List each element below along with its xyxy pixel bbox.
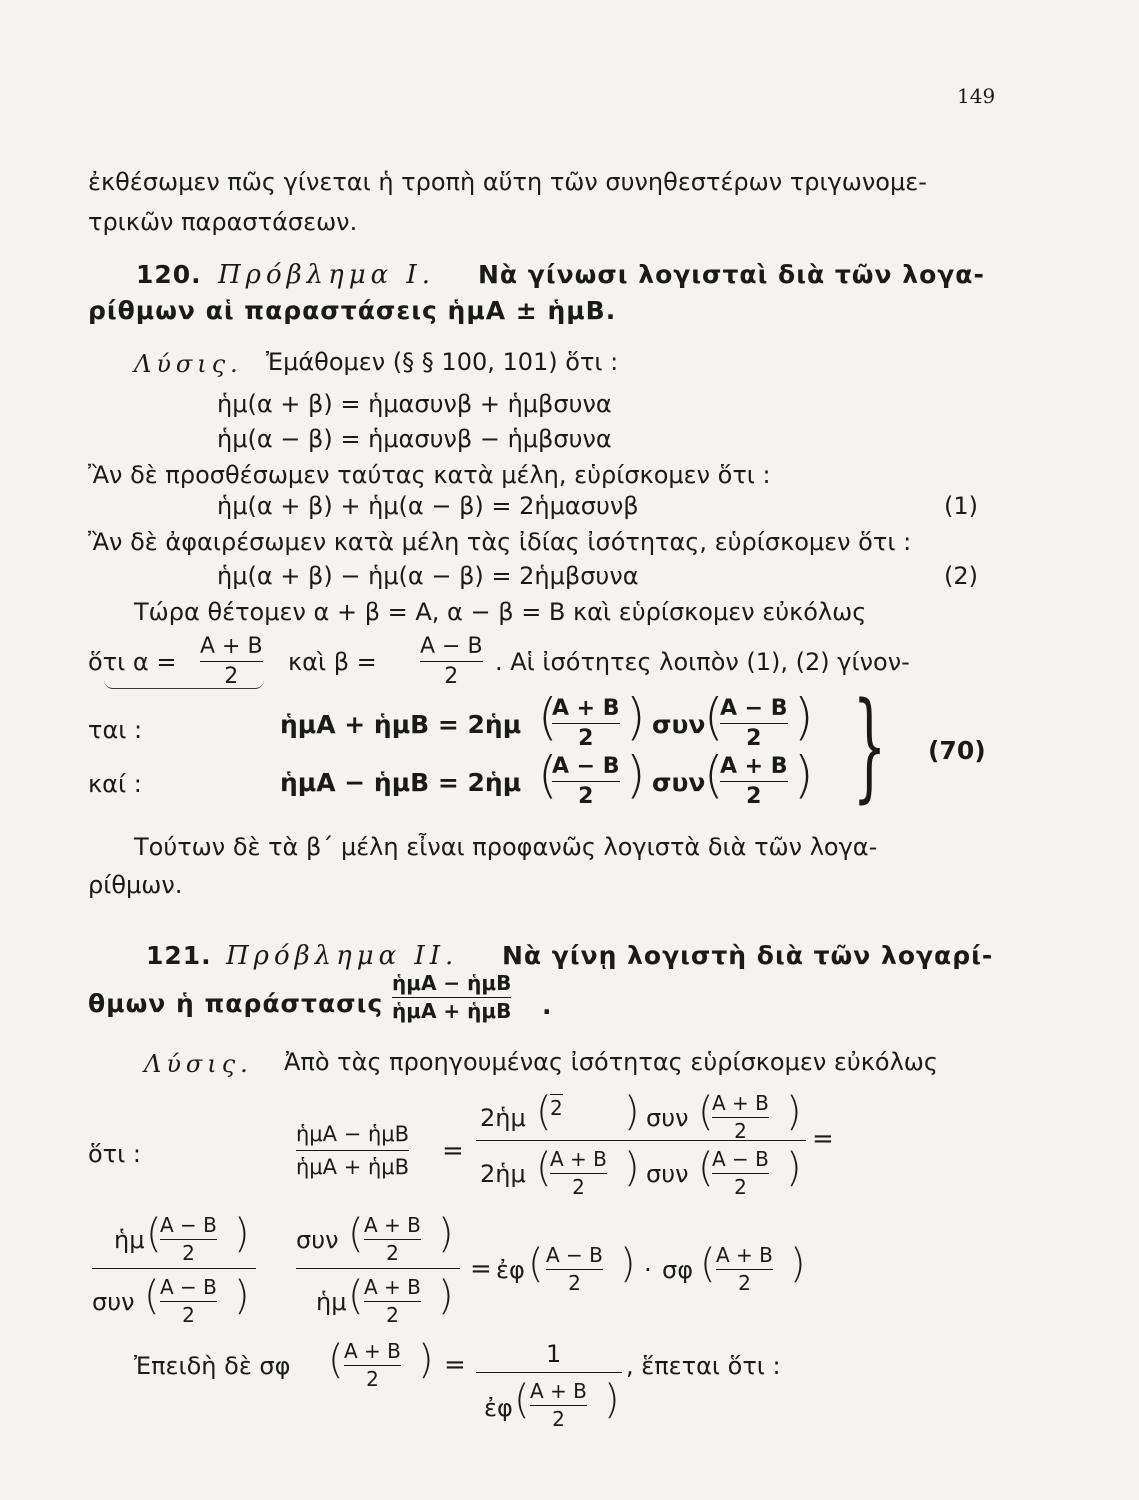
fraction-numerator: Α + Β [344,1339,401,1363]
page-number: 149 [957,84,996,108]
since-cotangent: Ἐπειδὴ δὲ σφ [134,1352,291,1380]
fraction-denominator: 2 [572,1175,585,1199]
cos-label: συν [646,1104,689,1132]
fraction-numerator: Α + Β [364,1275,421,1299]
problem-120-number: 120. [136,260,202,289]
cos-label: συν [646,1160,689,1188]
paren-close: ) [786,1145,802,1191]
fraction-denominator: 2 [568,1271,581,1295]
fraction-numerator: Α − Β [720,696,788,721]
numerator-one: 1 [546,1340,562,1368]
problem-121-number: 121. [146,941,212,970]
fraction-numerator: Α + Β [364,1213,421,1237]
solution-120-line-7: ρίθμων. [88,871,183,899]
fraction-a-plus-b-half [550,1148,607,1199]
cos-label: συν [296,1226,339,1254]
paren-close: ) [624,1089,640,1135]
fraction-numerator: Α + Β [716,1243,773,1267]
fraction-numerator: Α + Β [530,1379,587,1403]
fraction-numerator: Α + Β [552,696,620,721]
fraction-denominator: 2 [182,1241,195,1265]
solution-120-line-4: Τώρα θέτομεν α + β = Α, α − β = Β καὶ εὑρίσκομεν εὐκόλως [134,598,867,626]
fraction-denominator: 2 [182,1303,195,1327]
problem-121-heading: Πρόβλημα ΙΙ. [226,941,459,971]
fraction-denominator: ἡμΑ + ἡμΒ [296,1155,410,1180]
solution-120-line-5b: καὶ β = [288,648,377,676]
formula-70-row-2-left: ἡμΑ − ἡμΒ = 2ἡμ [280,768,522,797]
problem-121-text-2: θμων ἡ παράστασις [88,989,384,1018]
paren-open: ( [146,1211,162,1257]
fraction-a-minus-b-half [712,1148,769,1199]
problem-121-fraction [392,972,511,1023]
solution-120-line-5c: . Αἱ ἰσότητες λοιπὸν (1), (2) γίνον- [495,648,910,676]
paren-close: ) [620,1241,636,1287]
intro-line-1: ἐκθέσωμεν πῶς γίνεται ἡ τροπὴ αὕτη τῶν συνηθεστέρων τριγωνομε- [88,168,927,196]
fraction-numerator: Α + Β [550,1147,607,1171]
problem-121-text-1: Νὰ γίνῃ λογιστὴ διὰ τῶν λογαρί- [502,941,994,970]
paren-close: ) [604,1377,620,1423]
fraction-numerator: Α − Β [160,1213,217,1237]
paren-open: ( [144,1273,160,1319]
paren-open: ( [328,1337,344,1383]
fraction-denominator: 2 [746,784,762,810]
fraction-denominator: 2 [734,1175,747,1199]
fraction-bar [296,1268,460,1269]
paren-open: ( [698,1145,714,1191]
cos-label: συν [652,768,706,797]
fraction-numerator: Α − Β [160,1275,217,1299]
fraction-numerator: Α − Β [546,1243,603,1267]
fraction-numerator: ἡμΑ − ἡμΒ [392,971,512,995]
double-sine: 2ἡμ [480,1104,526,1132]
fraction-bar [92,1268,256,1269]
equals-sign: = [444,1350,466,1380]
fraction-denominator: 2 [444,664,459,690]
fraction-numerator: Α − Β [552,754,620,779]
fraction-bar [476,1372,622,1373]
right-brace: } [852,676,887,814]
intro-line-2: τρικῶν παραστάσεων. [88,208,358,236]
fraction-a-minus-b-half [160,1214,217,1265]
cos-label: συν [652,710,706,739]
paren-open: ( [538,688,558,746]
equals-sign: = [470,1254,492,1284]
fraction-denominator: 2 [550,1096,563,1120]
fraction-denominator: 2 [746,726,762,752]
paren-close: ) [626,688,646,746]
equals-sign: = [442,1136,464,1166]
sine-label: ἡμ [316,1288,347,1316]
ratio-fraction [296,1122,409,1179]
cotangent-label: σφ [662,1256,694,1284]
paren-open: ( [698,1089,714,1135]
solution-120-line-2: Ἂν δὲ προσθέσωμεν ταύτας κατὰ μέλη, εὑρίσκομεν ὅτι : [88,461,771,489]
fraction-a-minus-b-half [720,696,788,752]
fraction-denominator: 2 [552,1407,565,1431]
fraction-numerator: Α − Β [712,1147,769,1171]
paren-close: ) [418,1337,434,1383]
solution-120-label: Λύσις. [134,350,243,378]
fraction-numerator: ἡμΑ − ἡμΒ [296,1122,410,1146]
fraction-a-plus-b-half [344,1340,401,1391]
paren-open: ( [704,688,724,746]
label-kai: καί : [88,770,142,798]
paren-close: ) [794,688,814,746]
fraction-denominator: 2 [224,664,239,690]
paren-close: ) [438,1273,454,1319]
formula-70-row-1-left: ἡμΑ + ἡμΒ = 2ἡμ [280,710,522,739]
fraction-denominator: 2 [738,1271,751,1295]
paren-close: ) [234,1273,250,1319]
fraction-a-plus-b-half [364,1214,421,1265]
fraction-numerator: Α + Β [200,634,263,659]
paren-open: ( [514,1377,530,1423]
equation-1: ἡμ(α + β) + ἡμ(α − β) = 2ἡμασυνβ [217,492,639,520]
equation-2: ἡμ(α + β) − ἡμ(α − β) = 2ἡμβσυνα [217,562,639,590]
paren-close: ) [624,1145,640,1191]
fraction-numerator: Α + Β [712,1091,769,1115]
fraction-a-minus-b-half [546,1244,603,1295]
equals-sign: = [812,1124,834,1154]
fraction-denominator: ἡμΑ + ἡμΒ [392,999,512,1023]
paren-open: ( [348,1273,364,1319]
fraction-a-minus-b-half [550,1092,563,1120]
tangent-label: ἐφ [484,1394,513,1422]
fraction-a-plus-b-half [712,1092,769,1143]
problem-120-text-1: Νὰ γίνωσι λογισταὶ διὰ τῶν λογα- [478,260,985,289]
paren-open: ( [536,1145,552,1191]
fraction-numerator: Α + Β [720,754,788,779]
paren-open: ( [536,1089,552,1135]
solution-120-line-5a: ὅτι α = [88,648,177,676]
paren-open: ( [528,1241,544,1287]
solution-121-label: Λύσις. [144,1050,253,1078]
solution-120-line-6: Τούτων δὲ τὰ β΄ μέλη εἶναι προφανῶς λογιστὰ διὰ τῶν λογα- [134,833,878,861]
equation-sum-sine: ἡμ(α + β) = ἡμασυνβ + ἡμβσυνα [217,390,612,418]
paren-close: ) [234,1211,250,1257]
cos-label: συν [92,1288,135,1316]
fraction-denominator: 2 [366,1367,379,1391]
problem-120-text-2: ρίθμων αἱ παραστάσεις ἡμΑ ± ἡμΒ. [88,296,617,325]
equation-1-number: (1) [944,492,978,520]
paren-open: ( [348,1211,364,1257]
paren-open: ( [538,746,558,804]
paren-close: ) [438,1211,454,1257]
equation-2-number: (2) [944,562,978,590]
fraction-a-minus-b-half [552,754,620,810]
paren-close: ) [786,1089,802,1135]
fraction-bar [476,1140,806,1141]
formula-70-number: (70) [928,736,986,765]
paren-open: ( [704,746,724,804]
fraction-a-plus-b-half [530,1380,587,1431]
pencil-underline [104,680,264,689]
equation-diff-sine: ἡμ(α − β) = ἡμασυνβ − ἡμβσυνα [217,425,612,453]
tangent-label: ἐφ [496,1256,525,1284]
double-sine: 2ἡμ [480,1160,526,1188]
dot-operator: · [644,1256,652,1284]
fraction-numerator: Α − Β [420,634,483,659]
solution-121-oti: ὅτι : [88,1140,141,1168]
paren-open: ( [700,1241,716,1287]
label-tai: ται : [88,716,143,744]
fraction-denominator: 2 [578,784,594,810]
problem-121-period: . [542,991,552,1020]
fraction-denominator: 2 [386,1303,399,1327]
solution-121-line-1: Ἀπὸ τὰς προηγουμένας ἰσότητας εὑρίσκομεν εὐκόλως [284,1048,938,1076]
solution-120-line-3: Ἂν δὲ ἀφαιρέσωμεν κατὰ μέλη τὰς ἰδίας ἰσότητας, εὑρίσκομεν ὅτι : [88,528,912,556]
fraction-a-plus-b-half [552,696,620,752]
fraction-a-plus-b-half [716,1244,773,1295]
problem-120-heading: Πρόβλημα Ι. [218,260,435,290]
fraction-denominator: 2 [734,1119,747,1143]
fraction-a-minus-b-half [160,1276,217,1327]
solution-120-line-1: Ἐμάθομεν (§ § 100, 101) ὅτι : [266,348,619,376]
fraction-denominator: 2 [386,1241,399,1265]
paren-close: ) [626,746,646,804]
sine-label: ἡμ [114,1226,145,1254]
fraction-a-plus-b-half [364,1276,421,1327]
it-follows: , ἕπεται ὅτι : [626,1352,781,1380]
paren-close: ) [794,746,814,804]
fraction-denominator: 2 [578,726,594,752]
fraction-beta [420,634,483,690]
paren-close: ) [790,1241,806,1287]
fraction-a-plus-b-half [720,754,788,810]
